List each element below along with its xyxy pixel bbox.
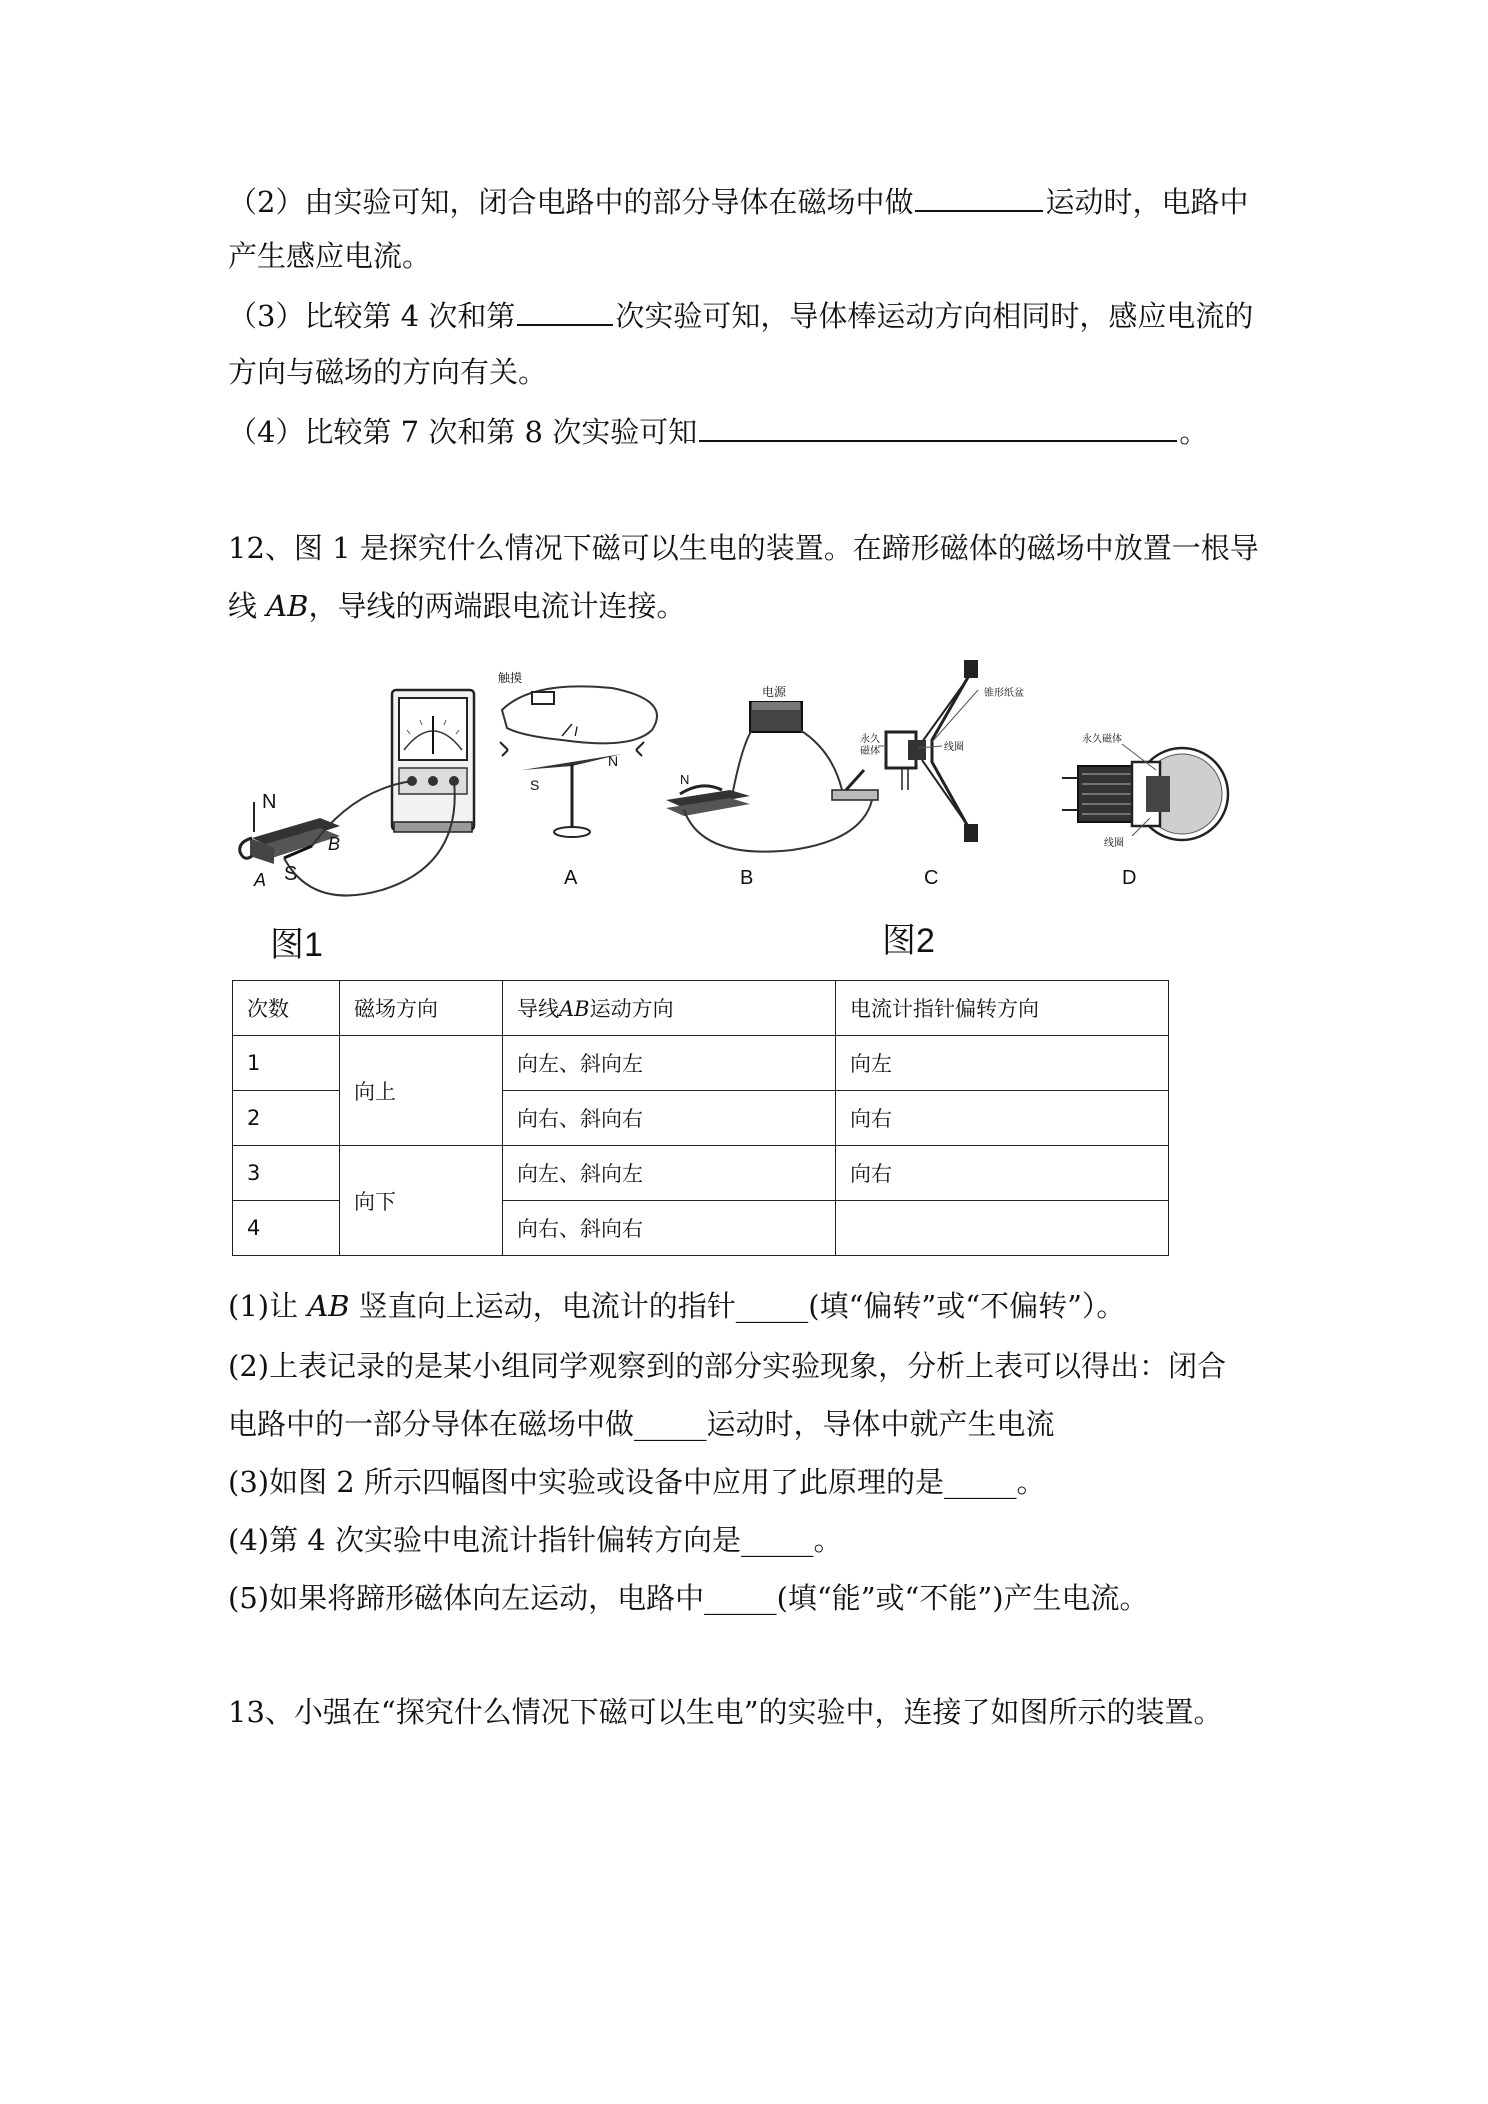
- col-header-field: 磁场方向: [340, 981, 503, 1036]
- q12-sub1-text-b: 竖直向上运动，电流计的指针_____(填“偏转”或“不偏转”）。: [349, 1289, 1126, 1323]
- q12-intro-text-post: ，导线的两端跟电流计连接。: [308, 589, 686, 623]
- q11-part4-text-b: 。: [1179, 415, 1209, 449]
- q12-intro-line1: [228, 528, 1259, 568]
- horseshoe-magnet: [240, 802, 340, 864]
- q11-part2-text-a: （2）由实验可知，闭合电路中的部分导体在磁场中做: [228, 185, 914, 219]
- q12-sub4-text: (4)第 4 次实验中电流计指针偏转方向是_____。: [228, 1523, 843, 1557]
- fig1-label-n: N: [262, 791, 277, 813]
- q12-intro-line2: [228, 586, 686, 626]
- cell-field: 向下: [340, 1146, 503, 1256]
- q11-part2-text-b: 运动时，电路中: [1045, 185, 1249, 219]
- q12-sub1-ab: AB: [307, 1289, 350, 1323]
- q11-part3-line1: [228, 294, 1253, 336]
- cell-trial: 2: [233, 1091, 340, 1146]
- q12-intro-text-pre: 线: [228, 589, 267, 623]
- q12-sub1-text-a: (1)让: [228, 1289, 308, 1323]
- panel-c-caption: C: [924, 867, 939, 889]
- panel-a-label-s: S: [530, 777, 540, 793]
- cell-trial: 3: [233, 1146, 340, 1201]
- figure2-panel-a: [498, 670, 657, 889]
- cell-motion: 向右、斜向右: [503, 1091, 836, 1146]
- panel-b-power-label: 电源: [762, 685, 787, 699]
- cell-trial: 4: [233, 1201, 340, 1256]
- switch: [832, 790, 878, 800]
- cell-deflect: [836, 1201, 1169, 1256]
- figure1-apparatus: [240, 690, 474, 964]
- panel-c-magnet-label-1: 永久: [860, 734, 880, 745]
- q11-part2-line2: [228, 236, 431, 276]
- q12-sub2-text-a: (2)上表记录的是某小组同学观察到的部分实验现象，分析上表可以得出：闭合: [228, 1349, 1227, 1383]
- q12-sub2-line1: [228, 1346, 1226, 1386]
- figure2-panel-d: [1062, 732, 1228, 889]
- q12-sub3: [228, 1462, 1045, 1502]
- q12-sub3-text: (3)如图 2 所示四幅图中实验或设备中应用了此原理的是_____。: [228, 1465, 1046, 1499]
- q11-part3-text-a: （3）比较第 4 次和第: [228, 299, 516, 333]
- panel-b-label-n: N: [680, 772, 690, 787]
- table-row: [233, 1146, 1169, 1201]
- q12-sub5-text: (5)如果将蹄形磁体向左运动，电路中_____(填“能”或“不能”)产生电流。: [228, 1581, 1149, 1615]
- table-row: [233, 1036, 1169, 1091]
- fig1-label-a: A: [254, 870, 267, 890]
- q11-part4-text-a: （4）比较第 7 次和第 8 次实验可知: [228, 415, 698, 449]
- experiment-figures: [232, 650, 1412, 980]
- panel-d-coil-label: 线圈: [1104, 838, 1124, 849]
- experiment-table: [232, 980, 1169, 1256]
- cell-motion: 向左、斜向左: [503, 1146, 836, 1201]
- col-header-motion-ab: AB: [559, 997, 590, 1021]
- panel-a-label-i: I: [574, 723, 578, 739]
- q11-part3-line2: [228, 352, 547, 392]
- q13-intro: [228, 1692, 1223, 1732]
- cell-deflect: 向左: [836, 1036, 1169, 1091]
- q11-part3-blank[interactable]: [517, 294, 613, 326]
- cell-motion: 向左、斜向左: [503, 1036, 836, 1091]
- fig1-label-b: B: [328, 834, 341, 854]
- q11-part4-line: [228, 410, 1208, 452]
- cell-deflect: 向右: [836, 1091, 1169, 1146]
- q13-intro-text: 13、小强在“探究什么情况下磁可以生电”的实验中，连接了如图所示的装置。: [228, 1695, 1223, 1729]
- cell-motion: 向右、斜向右: [503, 1201, 836, 1256]
- q12-sub5: [228, 1578, 1149, 1618]
- cell-field: 向上: [340, 1036, 503, 1146]
- q11-part2-blank[interactable]: [915, 180, 1043, 212]
- figure1-caption: 图1: [270, 926, 323, 964]
- figure2-panel-c: [860, 660, 1024, 889]
- col-header-motion-a: 导线: [517, 997, 559, 1021]
- panel-a-label-n: N: [608, 753, 619, 769]
- panel-a-switch-label: 触摸: [498, 671, 523, 685]
- cell-deflect: 向右: [836, 1146, 1169, 1201]
- q12-intro-ab: AB: [266, 589, 309, 623]
- galvanometer: [392, 690, 474, 832]
- q11-part4-blank[interactable]: [699, 410, 1177, 442]
- q12-intro-text-a: 12、图 1 是探究什么情况下磁可以生电的装置。在蹄形磁体的磁场中放置一根导: [228, 531, 1259, 565]
- q11-part2-text-c: 产生感应电流。: [228, 239, 432, 273]
- panel-b-caption: B: [740, 867, 754, 889]
- panel-d-magnet-label: 永久磁体: [1082, 734, 1122, 745]
- q12-sub2-text-b: 电路中的一部分导体在磁场中做_____运动时，导体中就产生电流: [228, 1407, 1055, 1441]
- col-header-motion: [503, 981, 836, 1036]
- q11-part3-text-b: 次实验可知，导体棒运动方向相同时，感应电流的: [615, 299, 1254, 333]
- q11-part3-text-c: 方向与磁场的方向有关。: [228, 355, 548, 389]
- panel-a-caption: A: [564, 867, 578, 889]
- q12-sub2-line2: [228, 1404, 1055, 1444]
- figure2-panel-b: [666, 684, 878, 889]
- figure2-caption: 图2: [882, 922, 935, 960]
- fig1-label-s: S: [284, 863, 298, 885]
- col-header-deflect: 电流计指针偏转方向: [836, 981, 1169, 1036]
- table-header-row: [233, 981, 1169, 1036]
- col-header-trial: 次数: [233, 981, 340, 1036]
- q11-part2-line1: [228, 180, 1248, 222]
- panel-c-coil-label: 线圈: [944, 742, 964, 753]
- panel-d-caption: D: [1122, 867, 1137, 889]
- col-header-motion-b: 运动方向: [589, 997, 674, 1021]
- panel-c-magnet-label-2: 磁体: [860, 746, 880, 757]
- q12-sub4: [228, 1520, 842, 1560]
- q12-sub1: [228, 1286, 1125, 1326]
- panel-c-cone-label: 锥形纸盆: [984, 688, 1024, 699]
- cell-trial: 1: [233, 1036, 340, 1091]
